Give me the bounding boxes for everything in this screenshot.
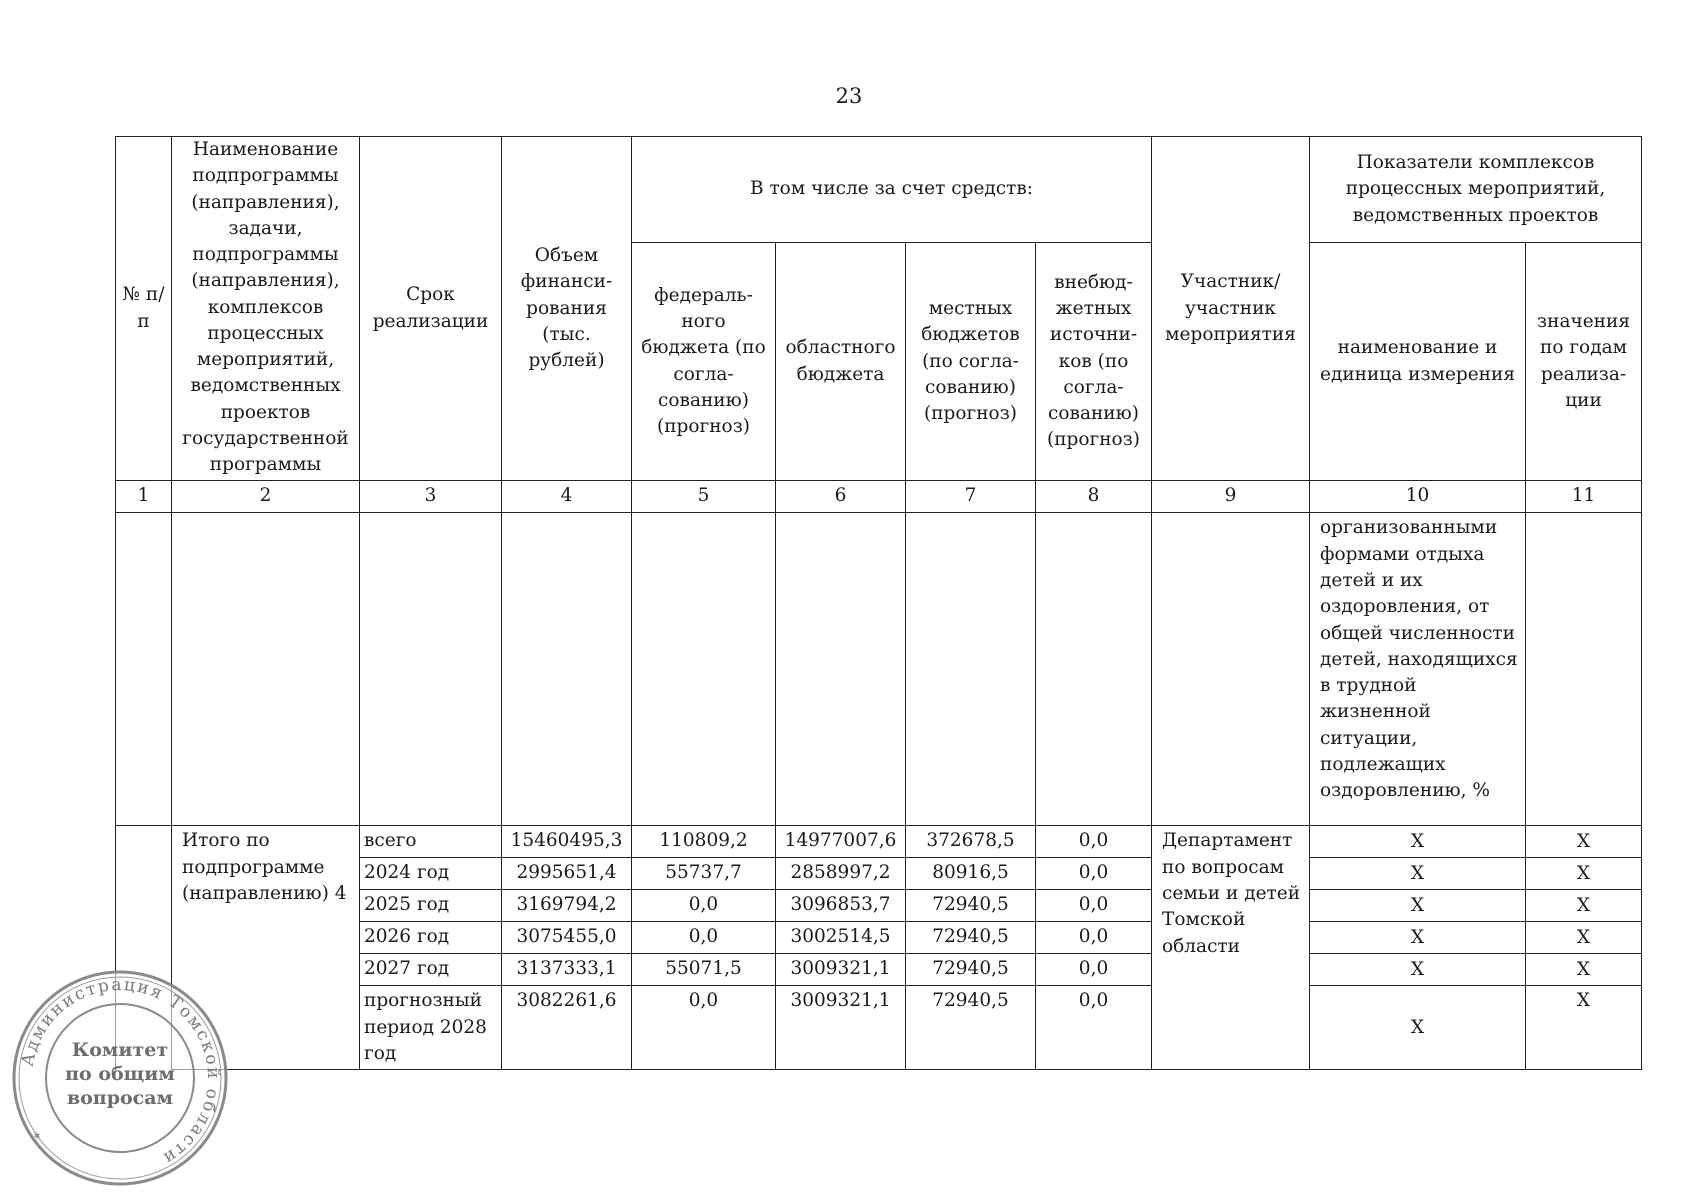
subtotal-participant: Департамент по вопросам семьи и детей Томской области	[1152, 826, 1310, 1070]
subtotal-extra: 0,0	[1036, 858, 1152, 890]
column-number: 5	[632, 481, 776, 513]
subtotal-row-total	[116, 826, 1642, 858]
subtotal-federal: 55071,5	[632, 954, 776, 986]
column-number: 11	[1526, 481, 1642, 513]
subtotal-local: 72940,5	[906, 954, 1036, 986]
subtotal-indicator-value: Х	[1526, 954, 1642, 986]
header-funds-group: В том числе за счет средств:	[632, 137, 1152, 243]
subtotal-total: 2995651,4	[502, 858, 632, 890]
seal-ring-text: Администрация Томской области	[17, 974, 224, 1169]
subtotal-extra: 0,0	[1036, 986, 1152, 1070]
column-number: 2	[172, 481, 360, 513]
subtotal-label: Итого по подпрограмме (направлению) 4	[172, 826, 360, 1070]
subtotal-local: 72940,5	[906, 986, 1036, 1070]
subtotal-federal: 110809,2	[632, 826, 776, 858]
column-number: 1	[116, 481, 172, 513]
subtotal-federal: 0,0	[632, 922, 776, 954]
subtotal-period: 2027 год	[360, 954, 502, 986]
subtotal-regional: 3009321,1	[776, 954, 906, 986]
subtotal-local: 80916,5	[906, 858, 1036, 890]
subtotal-total: 3082261,6	[502, 986, 632, 1070]
column-number: 9	[1152, 481, 1310, 513]
header-regional: областного бюджета	[776, 242, 906, 481]
subtotal-indicator-value: Х	[1526, 922, 1642, 954]
subtotal-period: прогнозный период 2028 год	[360, 986, 502, 1070]
subtotal-regional: 2858997,2	[776, 858, 906, 890]
subtotal-indicator-name: Х	[1310, 954, 1526, 986]
seal-star-icon: ✶	[32, 1129, 43, 1143]
subtotal-local: 372678,5	[906, 826, 1036, 858]
header-local: местных бюджетов (по согла-сованию) (прогноз)	[906, 242, 1036, 481]
subtotal-total: 15460495,3	[502, 826, 632, 858]
subtotal-indicator-value: Х	[1526, 858, 1642, 890]
subtotal-indicator-name: Х	[1310, 986, 1526, 1070]
subtotal-indicator-name: Х	[1310, 858, 1526, 890]
subtotal-period: 2026 год	[360, 922, 502, 954]
header-name: Наименование подпрограммы (направления), задачи, подпрограммы (направления), комплексов процессных мероприятий, ведомственных проектов государственной программы	[172, 137, 360, 481]
subtotal-extra: 0,0	[1036, 826, 1152, 858]
header-number: № п/п	[116, 137, 172, 481]
subtotal-regional: 3002514,5	[776, 922, 906, 954]
header-volume: Объем финанси-рования (тыс. рублей)	[502, 137, 632, 481]
subtotal-indicator-name: Х	[1310, 922, 1526, 954]
header-federal: федераль-ного бюджета (по согла-сованию) (прогноз)	[632, 242, 776, 481]
subtotal-extra: 0,0	[1036, 890, 1152, 922]
official-seal-stamp	[10, 968, 230, 1188]
header-participant: Участник/ участник мероприятия	[1152, 137, 1310, 481]
column-number: 8	[1036, 481, 1152, 513]
header-indicators-group: Показатели комплексов процессных мероприятий, ведомственных проектов	[1310, 137, 1642, 243]
subtotal-indicator-name: Х	[1310, 826, 1526, 858]
subtotal-period: 2024 год	[360, 858, 502, 890]
page-number: 23	[835, 84, 863, 108]
subtotal-total: 3075455,0	[502, 922, 632, 954]
column-number: 3	[360, 481, 502, 513]
column-number: 4	[502, 481, 632, 513]
seal-center-line-1: Комитет	[71, 1039, 169, 1061]
subtotal-extra: 0,0	[1036, 922, 1152, 954]
subtotal-total: 3137333,1	[502, 954, 632, 986]
subtotal-federal: 55737,7	[632, 858, 776, 890]
subtotal-indicator-value: Х	[1526, 890, 1642, 922]
subtotal-indicator-value: Х	[1526, 826, 1642, 858]
header-indicator-name: наименование и единица измерения	[1310, 242, 1526, 481]
subtotal-regional: 3009321,1	[776, 986, 906, 1070]
subtotal-period: 2025 год	[360, 890, 502, 922]
header-period: Срок реализации	[360, 137, 502, 481]
header-indicator-values: значения по годам реализа-ции	[1526, 242, 1642, 481]
subtotal-local: 72940,5	[906, 890, 1036, 922]
column-number: 10	[1310, 481, 1526, 513]
column-number: 7	[906, 481, 1036, 513]
seal-center-line-2: по общим	[65, 1063, 175, 1085]
header-extra: внебюд-жетных источни-ков (по согла-сованию) (прогноз)	[1036, 242, 1152, 481]
budget-table	[115, 136, 1642, 1070]
continuation-row	[116, 513, 1642, 826]
subtotal-extra: 0,0	[1036, 954, 1152, 986]
seal-center-line-3: вопросам	[66, 1087, 174, 1109]
subtotal-regional: 14977007,6	[776, 826, 906, 858]
header-row-1	[116, 137, 1642, 243]
continuation-indicator-text: организованными формами отдыха детей и их оздоровления, от общей численности детей, находящихся в трудной жизненной ситуации, подлежащих оздоровлению, %	[1310, 513, 1526, 826]
subtotal-indicator-value: Х	[1526, 986, 1642, 1070]
column-numbers-row	[116, 481, 1642, 513]
subtotal-period: всего	[360, 826, 502, 858]
subtotal-indicator-name: Х	[1310, 890, 1526, 922]
subtotal-federal: 0,0	[632, 986, 776, 1070]
subtotal-total: 3169794,2	[502, 890, 632, 922]
subtotal-federal: 0,0	[632, 890, 776, 922]
column-number: 6	[776, 481, 906, 513]
subtotal-local: 72940,5	[906, 922, 1036, 954]
subtotal-regional: 3096853,7	[776, 890, 906, 922]
